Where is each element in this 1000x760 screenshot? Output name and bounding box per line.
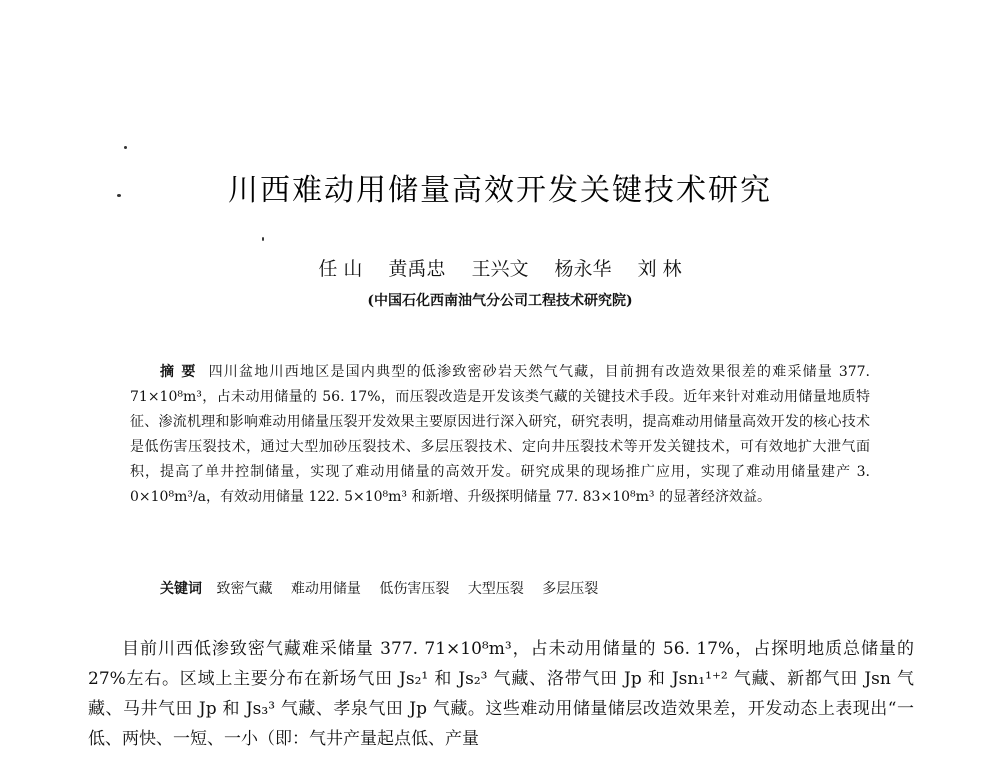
keyword: 多层压裂 [542,581,599,597]
keyword: 致密气藏 [216,581,273,597]
abstract-label: 摘 要 [160,364,197,380]
body-text [88,634,914,754]
keyword: 大型压裂 [467,581,524,597]
author: 任 山 [318,258,363,280]
author: 杨永华 [554,258,612,280]
author: 王兴文 [471,258,529,280]
scan-speck [124,146,127,149]
body-paragraph: 目前川西低渗致密气藏难采储量 377. 71×10⁸m³，占未动用储量的 56. 17%，占探明地质总储量的 27%左右。区域上主要分布在新场气田 Js₂¹ 和 Js₂³ 气藏、洛带气田 Jp 和 Jsn₁¹⁺² 气藏、新都气田 Jsn 气藏、马井气田 Jp 和 Js₃³ 气藏、孝泉气田 Jp 气藏。这些难动用储量储层改造效果差，开发动态上表现出“一低、两快、一短、一小（即：气井产量起点低、产量 [88,639,914,749]
keywords-label: 关键词 [160,581,202,597]
affiliation: (中国石化西南油气分公司工程技术研究院) [367,293,633,309]
keywords [160,578,860,598]
keyword: 低伤害压裂 [379,581,450,597]
abstract-text: 四川盆地川西地区是国内典型的低渗致密砂岩天然气气藏，目前拥有改造效果很差的难采储量 377. 71×10⁸m³，占未动用储量的 56. 17%，而压裂改造是开发该类气藏的关键技术手段。近年来针对难动用储量地质特征、渗流机理和影响难动用储量压裂开发效果主要原因进行深入研究，研究表明，提高难动用储量高效开发的核心技术是低伤害压裂技术，通过大型加砂压裂技术、多层压裂技术、定向井压裂技术等开发关键技术，可有效地扩大泄气面积，提高了单井控制储量，实现了难动用储量的高效开发。研究成果的现场推广应用，实现了难动用储量建产 3. 0×10⁸m³/a，有效动用储量 122. 5×10⁸m³ 和新增、升级探明储量 77. 83×10⁸m³ 的显著经济效益。 [130,364,870,505]
keyword: 难动用储量 [290,581,361,597]
scan-speck [262,237,264,241]
author-list [0,254,1000,281]
author: 刘 林 [637,258,682,280]
author: 黄禹忠 [388,258,446,280]
abstract [130,360,870,510]
paper-title: 川西难动用储量高效开发关键技术研究 [228,173,772,208]
